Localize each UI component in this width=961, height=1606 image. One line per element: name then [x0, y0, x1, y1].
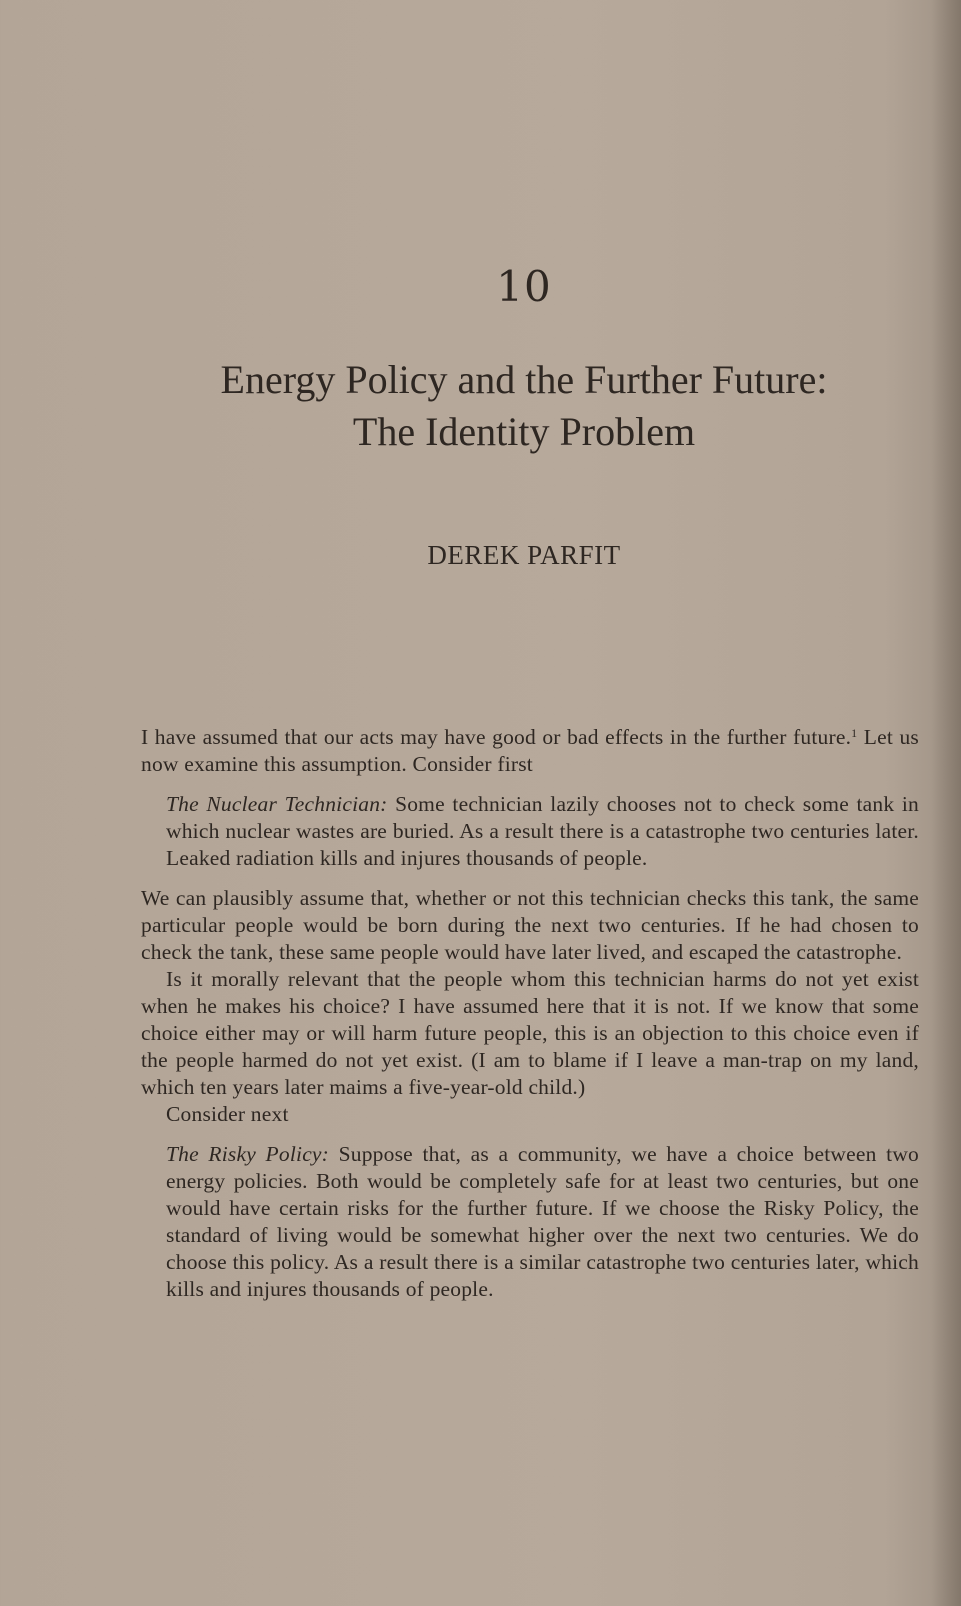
paragraph-same-people: We can plausibly assume that, whether or not this technician checks this tank, the same particular people would be born during the next two centuries. If he had chosen to check the tank, these same people would have later lived, and escaped the catastrophe.: [141, 886, 919, 964]
author-name: DEREK PARFIT: [427, 540, 621, 570]
paragraph-intro-text-b: Let us now examine this assumption. Consider first: [141, 725, 919, 776]
footnote-marker: 1: [851, 726, 858, 740]
case-nuclear-technician: [141, 791, 919, 872]
case-nuclear-technician-text: Some technician lazily chooses not to check some tank in which nuclear wastes are buried. As a result there is a catastrophe two centuries later. Leaked radiation kills and injures thousands of people.: [166, 792, 919, 870]
paragraph-consider-next: Consider next: [166, 1102, 289, 1126]
case-risky-policy-text: Suppose that, as a community, we have a choice between two energy policies. Both would be completely safe for at least two centuries, but one would have certain risks for the further future. If we choose the Risky Policy, the standard of living would be somewhat higher over the next two centuries. We do choose this policy. As a result there is a similar catastrophe two centuries later, which kills and injures thousands of people.: [166, 1142, 919, 1301]
paragraph-moral-relevance: Is it morally relevant that the people whom this technician harms do not yet exist when he makes his choice? I have assumed here that it is not. If we know that some choice either may or will harm future people, this is an objection to this choice even if the people harmed do not yet exist. (I am to blame if I leave a man-trap on my land, which ten years later maims a five-year-old child.): [141, 967, 919, 1099]
chapter-title-line-1: Energy Policy and the Further Future:: [220, 357, 828, 402]
paragraph-intro-text-a: I have assumed that our acts may have good or bad effects in the further future.: [141, 725, 852, 749]
body-text: [141, 720, 919, 1316]
chapter-title-line-2: The Identity Problem: [352, 409, 696, 454]
case-risky-policy-label: The Risky Policy:: [166, 1142, 330, 1166]
chapter-title: [0, 354, 961, 458]
case-risky-policy: [141, 1141, 919, 1303]
page-edge-shadow: [931, 0, 961, 1606]
case-nuclear-technician-label: The Nuclear Technician:: [166, 792, 388, 816]
paragraph-intro: [141, 720, 919, 778]
chapter-number: 10: [496, 262, 552, 311]
